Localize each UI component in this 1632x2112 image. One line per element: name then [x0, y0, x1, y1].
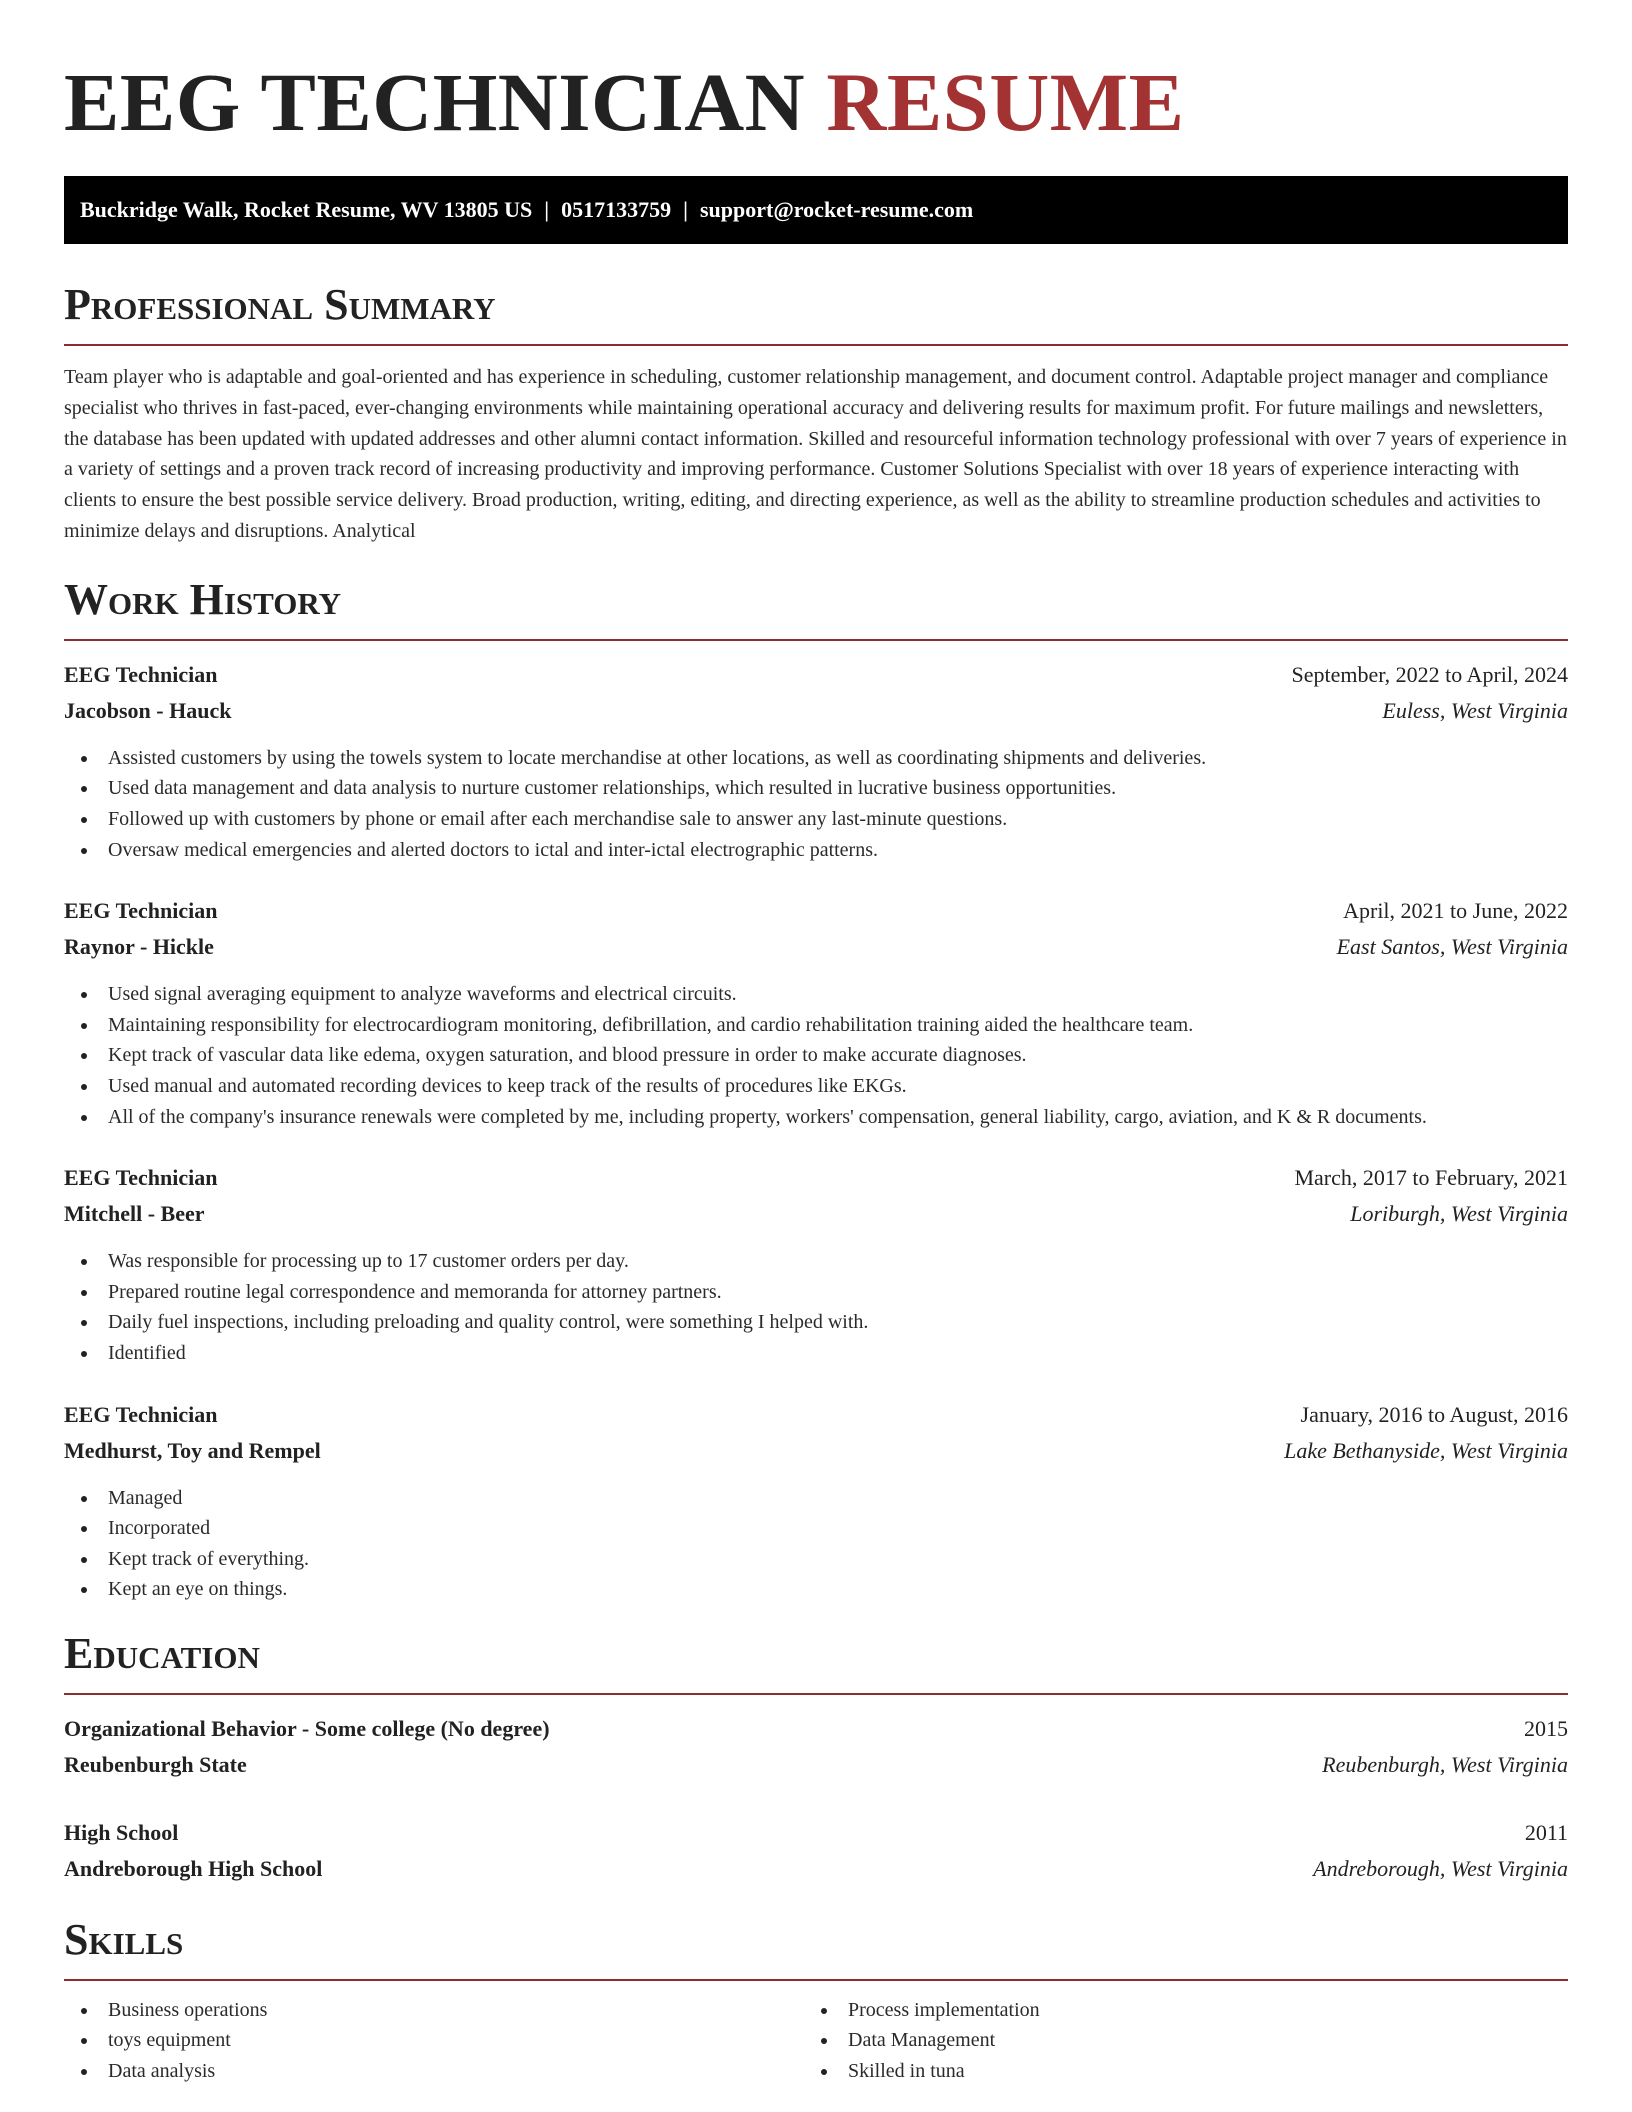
education-school-row: [64, 1747, 1568, 1783]
skill-item: Data Management: [804, 2025, 1544, 2056]
job-header-row: [64, 893, 1568, 929]
contact-separator: |: [544, 197, 550, 222]
education-year: 2015: [1524, 1715, 1568, 1741]
job-position: EEG Technician: [64, 1165, 218, 1191]
contact-separator: |: [683, 197, 688, 222]
job-location: Lake Bethanyside, West Virginia: [1284, 1437, 1568, 1463]
section-divider: [64, 1693, 1568, 1695]
job-company-row: [64, 693, 1568, 729]
job-bullets: [64, 1483, 1568, 1605]
job-location: Euless, West Virginia: [1382, 697, 1568, 723]
job-company-row: [64, 929, 1568, 965]
section-title-skills: Skills: [64, 1914, 184, 1964]
resume-title-accent: RESUME: [826, 56, 1185, 148]
job-bullet: Used signal averaging equipment to analyze waveforms and electrical circuits.: [64, 979, 1568, 1010]
education-header-row: [64, 1815, 1568, 1851]
skill-item: Data analysis: [64, 2056, 804, 2087]
job-bullets: [64, 743, 1568, 865]
education-school: Andreborough High School: [64, 1855, 323, 1881]
job-bullet: Daily fuel inspections, including preloading and quality control, were something I helped with.: [64, 1307, 1568, 1338]
job-bullets: [64, 979, 1568, 1132]
job-entry: [64, 1397, 1568, 1605]
section-title-summary: Professional Summary: [64, 280, 496, 329]
education-entry: [64, 1815, 1568, 1887]
job-bullet: Followed up with customers by phone or email after each merchandise sale to answer any last-minute questions.: [64, 804, 1568, 835]
job-header-row: [64, 1160, 1568, 1196]
job-entry: [64, 657, 1568, 865]
job-position: EEG Technician: [64, 1401, 218, 1427]
job-dates: March, 2017 to February, 2021: [1294, 1165, 1568, 1191]
job-entry: [64, 1160, 1568, 1368]
job-company-row: [64, 1196, 1568, 1232]
job-bullets: [64, 1246, 1568, 1368]
section-divider: [64, 1979, 1568, 1981]
job-company: Medhurst, Toy and Rempel: [64, 1437, 321, 1463]
job-bullet: Kept track of vascular data like edema, oxygen saturation, and blood pressure in order to make accurate diagnoses.: [64, 1040, 1568, 1071]
education-degree: Organizational Behavior - Some college (No degree): [64, 1715, 550, 1741]
job-bullet: Maintaining responsibility for electrocardiogram monitoring, defibrillation, and cardio rehabilitation training aided the healthcare team.: [64, 1010, 1568, 1041]
section-divider: [64, 344, 1568, 346]
skills-column-right: [804, 1995, 1544, 2087]
education-year: 2011: [1524, 1819, 1568, 1845]
education-location: Reubenburgh, West Virginia: [1322, 1751, 1568, 1777]
section-title-education: Education: [64, 1628, 260, 1678]
skills-column-left: [64, 1995, 804, 2087]
contact-phone: 0517133759: [561, 197, 672, 222]
skill-item: Skilled in tuna: [804, 2056, 1544, 2087]
job-bullet: Used data management and data analysis to nurture customer relationships, which resulted in lucrative business opportunities.: [64, 773, 1568, 804]
job-dates: September, 2022 to April, 2024: [1291, 661, 1568, 687]
job-company: Jacobson - Hauck: [64, 697, 232, 723]
job-header-row: [64, 657, 1568, 693]
education-school: Reubenburgh State: [64, 1751, 247, 1777]
job-location: Loriburgh, West Virginia: [1350, 1201, 1568, 1227]
job-company: Raynor - Hickle: [64, 934, 214, 960]
job-bullet: Assisted customers by using the towels system to locate merchandise at other locations, as well as coordinating shipments and deliveries.: [64, 743, 1568, 774]
job-position: EEG Technician: [64, 661, 218, 687]
contact-email: support@rocket-resume.com: [699, 197, 974, 222]
resume-title-main: EEG TECHNICIAN: [64, 56, 806, 148]
job-bullet: Used manual and automated recording devices to keep track of the results of procedures like EKGs.: [64, 1071, 1568, 1102]
resume-page: [64, 0, 1568, 2087]
job-bullet: Kept an eye on things.: [64, 1574, 1568, 1605]
job-company: Mitchell - Beer: [64, 1201, 205, 1227]
resume-title: [64, 0, 1568, 152]
skill-item: Business operations: [64, 1995, 804, 2026]
job-bullet: Prepared routine legal correspondence and memoranda for attorney partners.: [64, 1277, 1568, 1308]
section-title-work: Work History: [64, 574, 342, 624]
job-dates: January, 2016 to August, 2016: [1300, 1401, 1568, 1427]
job-header-row: [64, 1397, 1568, 1433]
job-bullet: Incorporated: [64, 1513, 1568, 1544]
job-position: EEG Technician: [64, 898, 218, 924]
education-school-row: [64, 1851, 1568, 1887]
job-bullet: All of the company's insurance renewals were completed by me, including property, workers' compensation, general liability, cargo, aviation, and K & R documents.: [64, 1102, 1568, 1133]
job-bullet: Oversaw medical emergencies and alerted doctors to ictal and inter-ictal electrographic patterns.: [64, 835, 1568, 866]
job-bullet: Identified: [64, 1338, 1568, 1369]
job-bullet: Managed: [64, 1483, 1568, 1514]
education-location: Andreborough, West Virginia: [1313, 1855, 1568, 1881]
contact-address: Buckridge Walk, Rocket Resume, WV 13805 US: [80, 197, 533, 222]
education-header-row: [64, 1711, 1568, 1747]
job-entry: [64, 893, 1568, 1132]
education-degree: High School: [64, 1819, 179, 1845]
section-divider: [64, 639, 1568, 641]
education-entry: [64, 1711, 1568, 1783]
summary-text: Team player who is adaptable and goal-oriented and has experience in scheduling, customer relationship management, and document control. Adaptable project manager and compliance specialist who thrives in fast-paced, ever-changing environments while maintaining operational accuracy and delivering results for maximum profit. For future mailings and newsletters, the database has been updated with updated addresses and other alumni contact information. Skilled and resourceful information technology professional with over 7 years of experience in a variety of settings and a proven track record of increasing productivity and improving performance. Customer Solutions Specialist with over 18 years of experience interacting with clients to ensure the best possible service delivery. Broad production, writing, editing, and directing experience, as well as the ability to streamline production schedules and activities to minimize delays and disruptions. Analytical: [64, 366, 1567, 542]
contact-bar: [64, 176, 1568, 244]
job-dates: April, 2021 to June, 2022: [1343, 898, 1568, 924]
job-location: East Santos, West Virginia: [1336, 934, 1568, 960]
skills-list: [64, 1995, 1568, 2087]
job-bullet: Was responsible for processing up to 17 customer orders per day.: [64, 1246, 1568, 1277]
job-company-row: [64, 1433, 1568, 1469]
skill-item: Process implementation: [804, 1995, 1544, 2026]
job-bullet: Kept track of everything.: [64, 1544, 1568, 1575]
skill-item: toys equipment: [64, 2025, 804, 2056]
